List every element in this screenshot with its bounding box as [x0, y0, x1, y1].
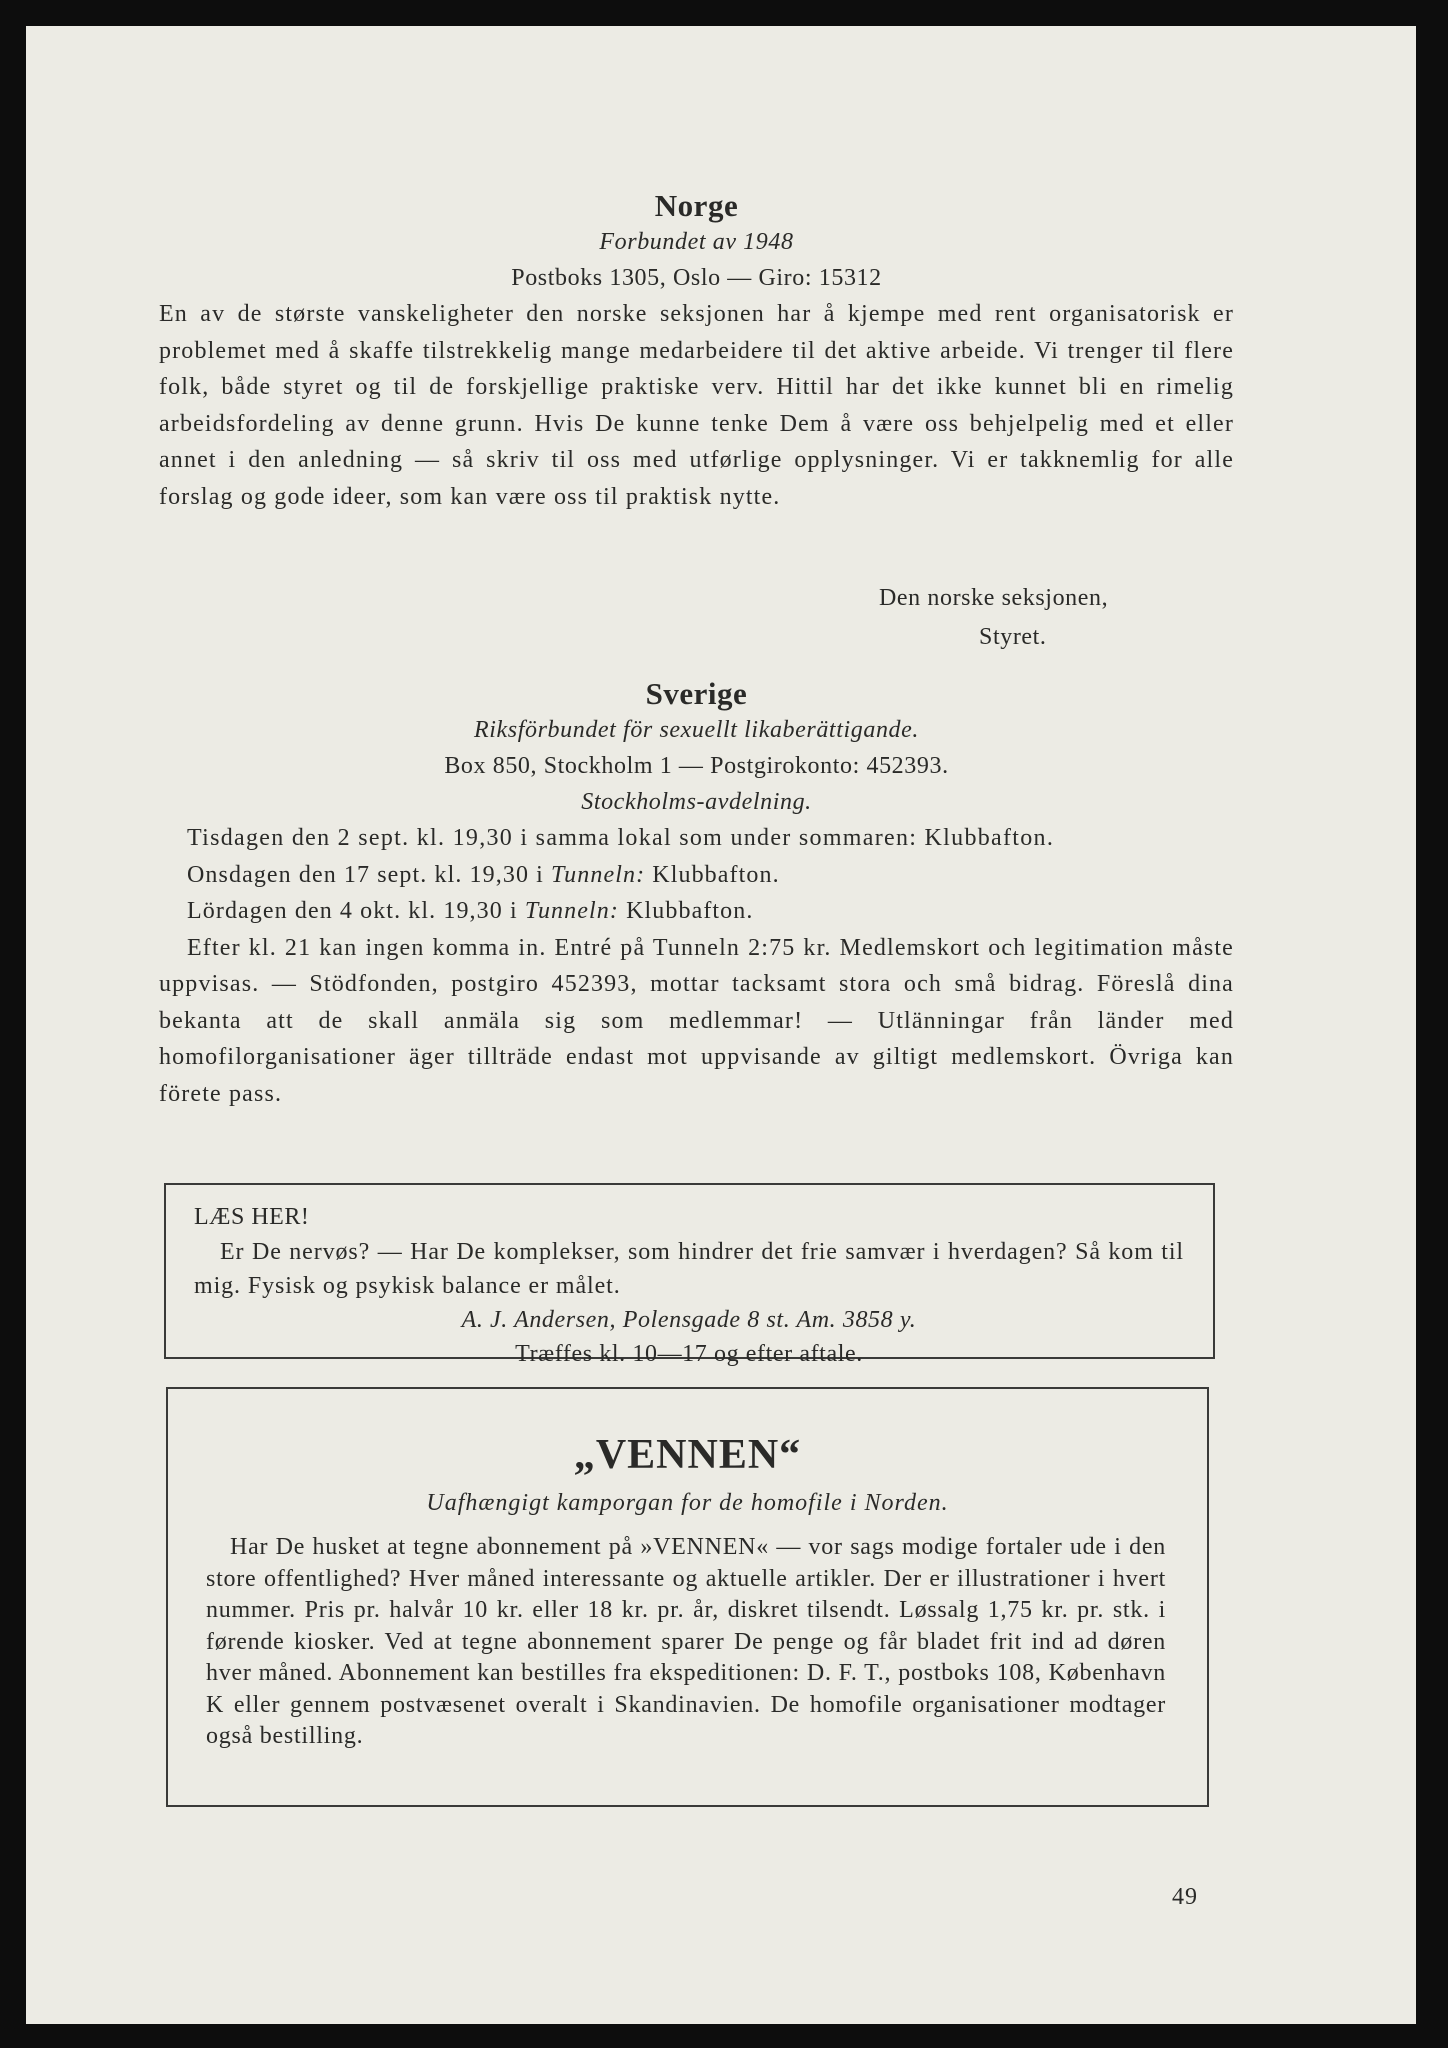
sverige-event-3-place: Tunneln:: [524, 898, 619, 924]
norge-header: [159, 188, 1234, 296]
page-number: 49: [1172, 1884, 1198, 1910]
ad-vennen-box: [166, 1387, 1209, 1807]
sverige-event-2: [159, 857, 1234, 894]
sverige-event-1: [159, 820, 1234, 857]
ad-vennen-subtitle: Uafhængigt kamporgan for de homofile i Norden.: [426, 1490, 949, 1516]
sverige-event-1-text: Tisdagen den 2 sept. kl. 19,30 i samma lokal som under sommaren: Klubbafton.: [187, 825, 1055, 851]
ad-vennen-header: [168, 1431, 1207, 1521]
sverige-branch: Stockholms-avdelning.: [581, 789, 812, 815]
ad-laes-her-hours: Træffes kl. 10—17 og efter aftale.: [515, 1341, 863, 1367]
norge-subtitle: Forbundet av 1948: [599, 229, 794, 255]
sverige-address: Box 850, Stockholm 1 — Postgirokonto: 452393.: [444, 753, 949, 779]
ad-laes-her-heading: LÆS HER!: [194, 1204, 310, 1230]
norge-signature-line1: Den norske seksjonen,: [879, 585, 1109, 611]
ad-vennen-body: Har De husket at tegne abonnement på »VENNEN« — vor sags modige fortaler ude i den store offentlighed? Hver måned interessante og aktuelle artikler. Der er illustrationer i hvert nummer. Pris pr. halvår 10 kr. eller 18 kr. pr. år, diskret tilsendt. Løssalg 1,75 kr. pr. stk. i førende kiosker. Ved at tegne abonnement sparer De penge og får bladet frit ind ad døren hver måned. Abonnement kan bestilles fra ekspeditionen: D. F. T., postboks 108, København K eller gennem postvæsenet overalt i Skandinavien. De homofile organisationer modtager også bestilling.: [206, 1534, 1166, 1749]
norge-body: En av de største vanskeligheter den norske seksjonen har å kjempe med rent organisatorisk er problemet med å skaffe tilstrekkelig mange medarbeidere til det aktive arbeide. Vi trenger til flere folk, både styret og til de forskjellige praktiske verv. Hittil har det ikke kunnet bli en rimelig arbeidsfordeling av denne grunn. Hvis De kunne tenke Dem å være oss behjelpelig med et eller annet i den anledning — så skriv til oss med utførlige opplysninger. Vi er takknemlig for alle forslag og gode ideer, som kan være oss til praktisk nytte.: [159, 301, 1234, 510]
sverige-subtitle: Riksförbundet för sexuellt likaberättigande.: [474, 717, 919, 743]
ad-laes-her-content: [194, 1199, 1184, 1371]
norge-signature-line2: Styret.: [979, 624, 1047, 650]
sverige-header: [159, 676, 1234, 820]
ad-laes-her-body: Er De nervøs? — Har De komplekser, som hindrer det frie samvær i hverdagen? Så kom til mig. Fysisk og psykisk balance er målet.: [194, 1239, 1184, 1299]
sverige-event-2-post: Klubbafton.: [645, 861, 780, 888]
sverige-body: Efter kl. 21 kan ingen komma in. Entré på Tunneln 2:75 kr. Medlemskort och legitimation måste uppvisas. — Stödfonden, postgiro 452393, mottar tacksamt stora och små bidrag. Föreslå dina bekanta att de skall anmäla sig som medlemmar! — Utlänningar från länder med homofilorganisationer äger tillträde endast mot uppvisande av giltigt medlemskort. Övriga kan förete pass.: [159, 934, 1234, 1107]
sverige-event-2-pre: Onsdagen den 17 sept. kl. 19,30 i: [187, 861, 552, 888]
sverige-heading: Sverige: [645, 676, 748, 711]
ad-laes-her-contact: A. J. Andersen, Polensgade 8 st. Am. 3858 y.: [461, 1307, 917, 1333]
norge-heading: Norge: [654, 188, 739, 223]
sverige-event-3: [159, 893, 1234, 930]
sverige-event-2-place: Tunneln:: [551, 861, 646, 888]
ad-vennen-title: „VENNEN“: [573, 1432, 802, 1478]
ad-laes-her-box: [164, 1183, 1215, 1367]
norge-address: Postboks 1305, Oslo — Giro: 15312: [511, 265, 882, 291]
sverige-event-3-post: Klubbafton.: [618, 898, 754, 924]
sverige-event-3-pre: Lördagen den 4 okt. kl. 19,30 i: [187, 898, 525, 924]
ad-vennen-body-block: [206, 1532, 1166, 1753]
norge-body-block: [159, 296, 1234, 515]
sverige-events: [159, 820, 1234, 1112]
scanned-page: [26, 26, 1416, 2024]
